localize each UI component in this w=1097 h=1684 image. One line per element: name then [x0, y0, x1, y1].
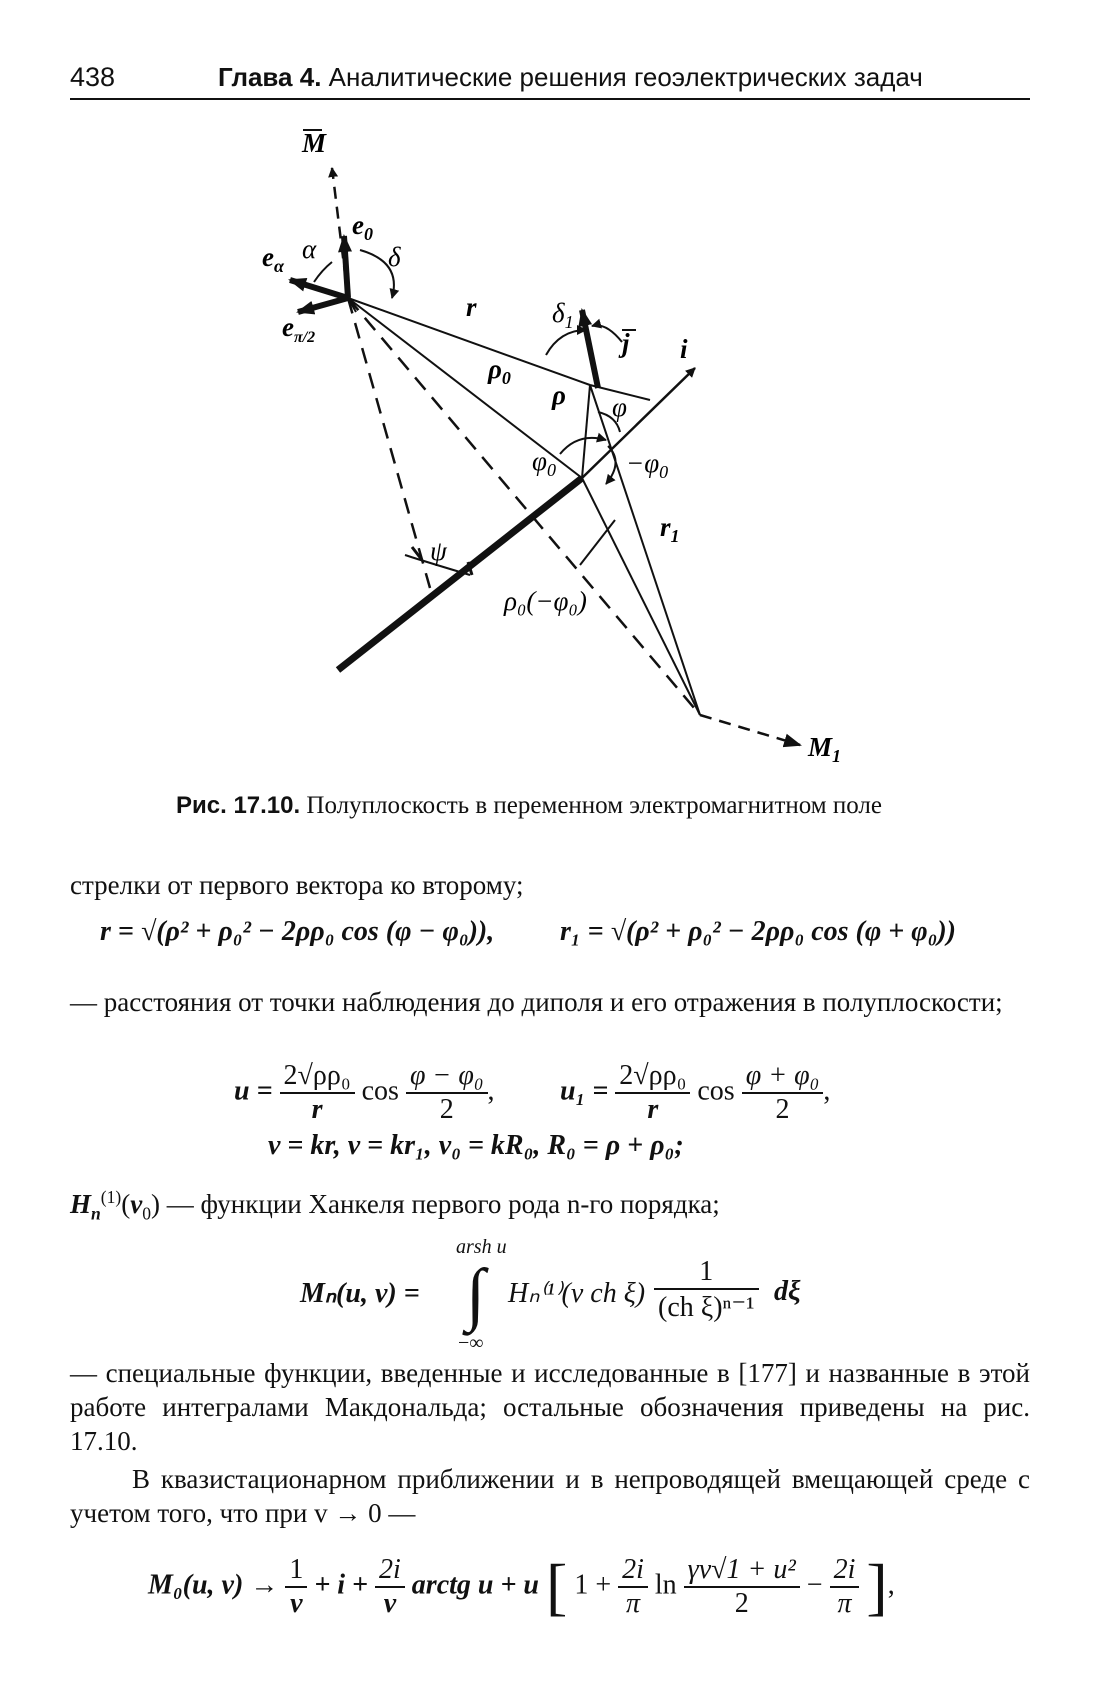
half-plane-edge: [338, 478, 582, 670]
label-M-bar: M: [302, 128, 327, 158]
j-arc: [592, 325, 622, 342]
label-phi0: $\varphi_0$: [532, 446, 556, 480]
e-alpha-vector: [290, 280, 348, 298]
label-rho: ρ: [552, 380, 566, 410]
label-i: i: [680, 334, 688, 364]
observation-vector: [582, 310, 598, 388]
chapter-title: Аналитические решения геоэлектрических задач: [328, 62, 923, 92]
label-r1: $r_1$: [660, 512, 680, 546]
phi0-arc: [560, 438, 606, 454]
equation-M0: M₀(u, v) → $\frac{1}{v}$ + i + $\frac{2i}{v}$ arctg u + u [ 1 + $\frac{2i}{\pi}$ ln $\frac{\text{γv√1 + u²}}{2}$ − $\frac{2i}{\pi}$ ],: [148, 1551, 895, 1622]
alpha-arc: [314, 262, 332, 282]
label-psi: ψ: [430, 536, 447, 566]
equation-u1: u₁ = $\frac{\text{2√ρρ₀}}{r}$ cos $\frac{\text{φ + φ₀}}{2}$ ,: [560, 1060, 831, 1125]
equation-u: u = $\frac{\text{2√ρρ₀}}{r}$ cos $\frac{\text{φ − φ₀}}{2}$ ,: [234, 1060, 495, 1125]
dashed-M1-axis: [700, 715, 800, 745]
paragraph-4: — специальные функции, введенные и исследованные в [177] и названные в этой работе интегралами Макдональда; остальные обозначения приведены на рис. 17.10.: [70, 1358, 1030, 1456]
caption-text: Полуплоскость в переменном электромагнитном поле: [306, 792, 882, 819]
label-j-bar: j: [622, 328, 630, 358]
label-e-pi2: $e_{\pi/2}$: [282, 312, 316, 346]
label-delta: δ: [388, 242, 401, 272]
dashed-to-plane: [348, 298, 430, 588]
paragraph-3: $H_n^{(1)}(v_0)$ — функции Ханкеля первого рода n-го порядка;: [70, 1187, 720, 1224]
label-M1: $M_1$: [808, 732, 842, 766]
label-e0: $e_0$: [352, 210, 373, 244]
paragraph-5: В квазистационарном приближении и в непроводящей вмещающей среде с учетом того, что при v → 0 —: [70, 1464, 1030, 1528]
label-alpha: α: [302, 234, 317, 264]
rho0-minus-phi0-mark: [580, 520, 615, 565]
equation-r: r = √(ρ² + ρ₀² − 2ρρ₀ cos (φ − φ₀)),: [100, 916, 495, 947]
rho-line: [582, 385, 590, 478]
label-rho0: $\rho_0$: [488, 354, 511, 388]
r1-line: [590, 385, 700, 715]
figure-diagram: [0, 0, 1097, 790]
label-phi: φ: [612, 392, 627, 422]
equation-M-integral: Mₙ(u, v) = arsh u ∫ −∞ Hₙ⁽¹⁾(v ch ξ) $\frac{1}{\text{(ch ξ)ⁿ⁻¹}}$ dξ: [300, 1236, 801, 1354]
label-delta1: $\delta_1$: [552, 298, 574, 332]
paragraph-2: — расстояния от точки наблюдения до диполя и его отражения в полуплоскости;: [70, 987, 1003, 1017]
paragraph-1: стрелки от первого вектора ко второму;: [70, 870, 524, 900]
chapter-label: Глава 4.: [218, 62, 322, 92]
label-rho0-minus-phi0: ρ₀(−φ₀): [504, 586, 587, 616]
caption-label: Рис. 17.10.: [176, 792, 301, 819]
equation-v: v = kr, v = kr₁, v₀ = kR₀, R₀ = ρ + ρ₀;: [268, 1130, 684, 1161]
equation-r1: r₁ = √(ρ² + ρ₀² − 2ρρ₀ cos (φ + φ₀)): [560, 916, 957, 947]
label-r: r: [466, 292, 477, 322]
label-e-alpha: $e_\alpha$: [262, 242, 284, 276]
label-minus-phi0: $-\varphi_0$: [626, 448, 669, 482]
delta1-arc: [546, 330, 586, 355]
figure-caption: [176, 792, 882, 820]
e0-vector: [344, 236, 348, 298]
e-pi2-vector: [298, 298, 348, 312]
page-number: 438: [70, 62, 116, 92]
